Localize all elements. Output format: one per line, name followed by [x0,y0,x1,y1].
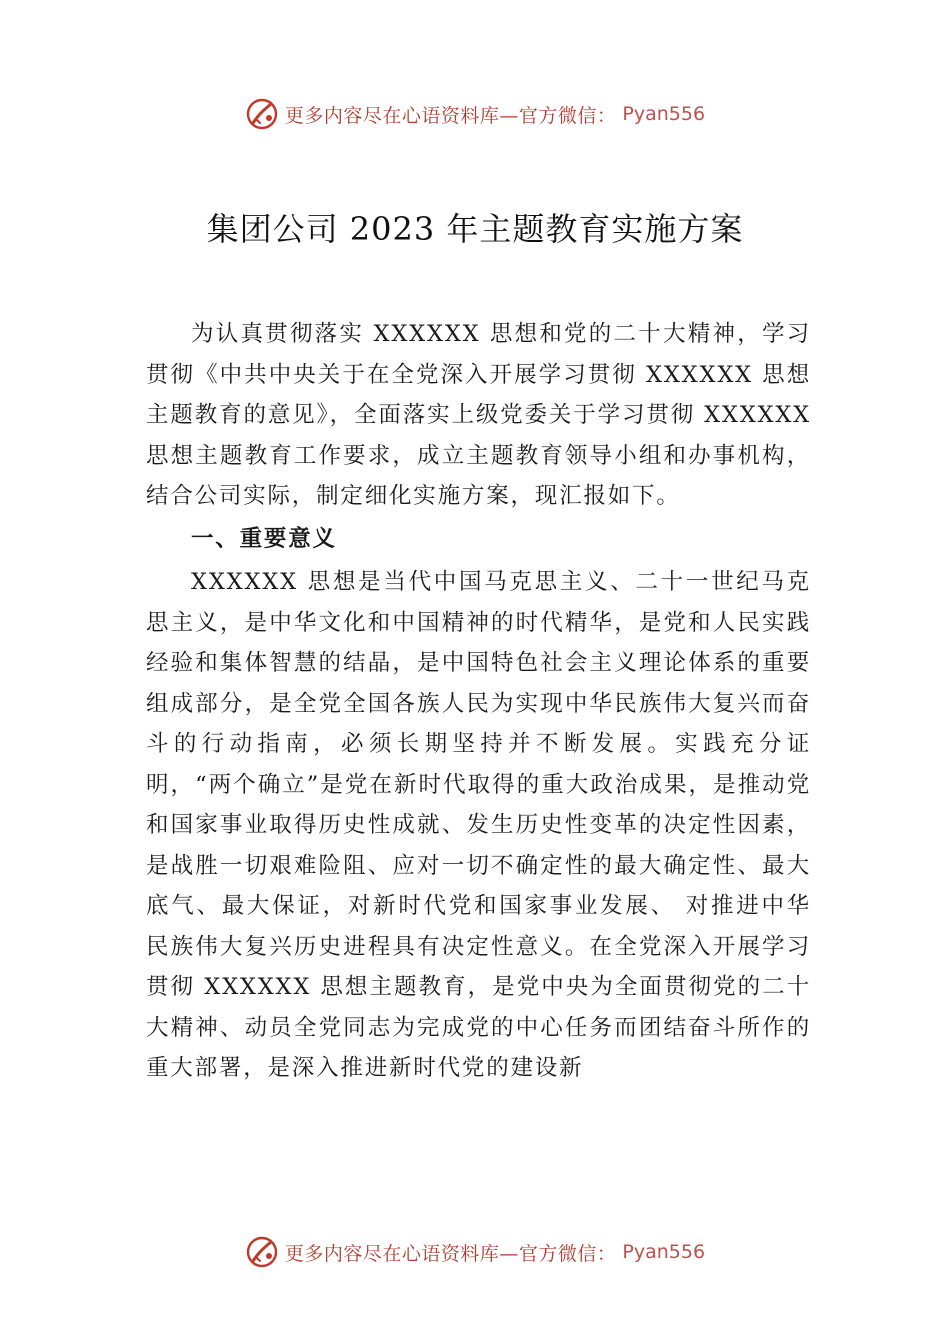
section-heading: 一、重要意义 [191,525,337,552]
document-body [146,314,811,1089]
section-paragraph: XXXXXX 思想是当代中国马克思主义、二十一世纪马克思主义，是中华文化和中国精神的时代精华，是党和人民实践经验和集体智慧的结晶，是中国特色社会主义理论体系的重要组成部分，是全党全国各族人民为实现中华民族伟大复兴而奋斗的行动指南，必须长期坚持并不断发展。实践充分证明，“两个确立”是党在新时代取得的重大政治成果，是推动党和国家事业取得历史性成就、发生历史性变革的决定性因素，是战胜一切艰难险阻、应对一切不确定性的最大确定性、最大底气、最大保证，对新时代党和国家事业发展、 对推进中华民族伟大复兴历史进程具有决定性意义。在全党深入开展学习贯彻 XXXXXX 思想主题教育，是党中央为全面贯彻党的二十大精神、动员全党同志为完成党的中心任务而团结奋斗所作的重大部署，是深入推进新时代党的建设新 [146,569,811,1081]
intro-paragraph: 为认真贯彻落实 XXXXXX 思想和党的二十大精神，学习贯彻《中共中央关于在全党深入开展学习贯彻 XXXXXX 思想主题教育的意见》，全面落实上级党委关于学习贯彻 XXXXXX 思想主题教育工作要求，成立主题教育领导小组和办事机构，结合公司实际，制定细化实施方案，现汇报如下。 [146,321,811,509]
watermark-wechat-id: Pyan556 [622,103,706,125]
watermark-wechat-id: Pyan556 [622,1241,706,1263]
brush-logo-icon [245,97,279,131]
footer-watermark [0,1232,950,1272]
document-title: 集团公司 2023 年主题教育实施方案 [206,210,744,248]
brush-logo-icon [245,1235,279,1269]
header-watermark [0,94,950,134]
watermark-text: 更多内容尽在心语资料库—官方微信： [284,1242,617,1265]
watermark-text: 更多内容尽在心语资料库—官方微信： [284,104,617,127]
